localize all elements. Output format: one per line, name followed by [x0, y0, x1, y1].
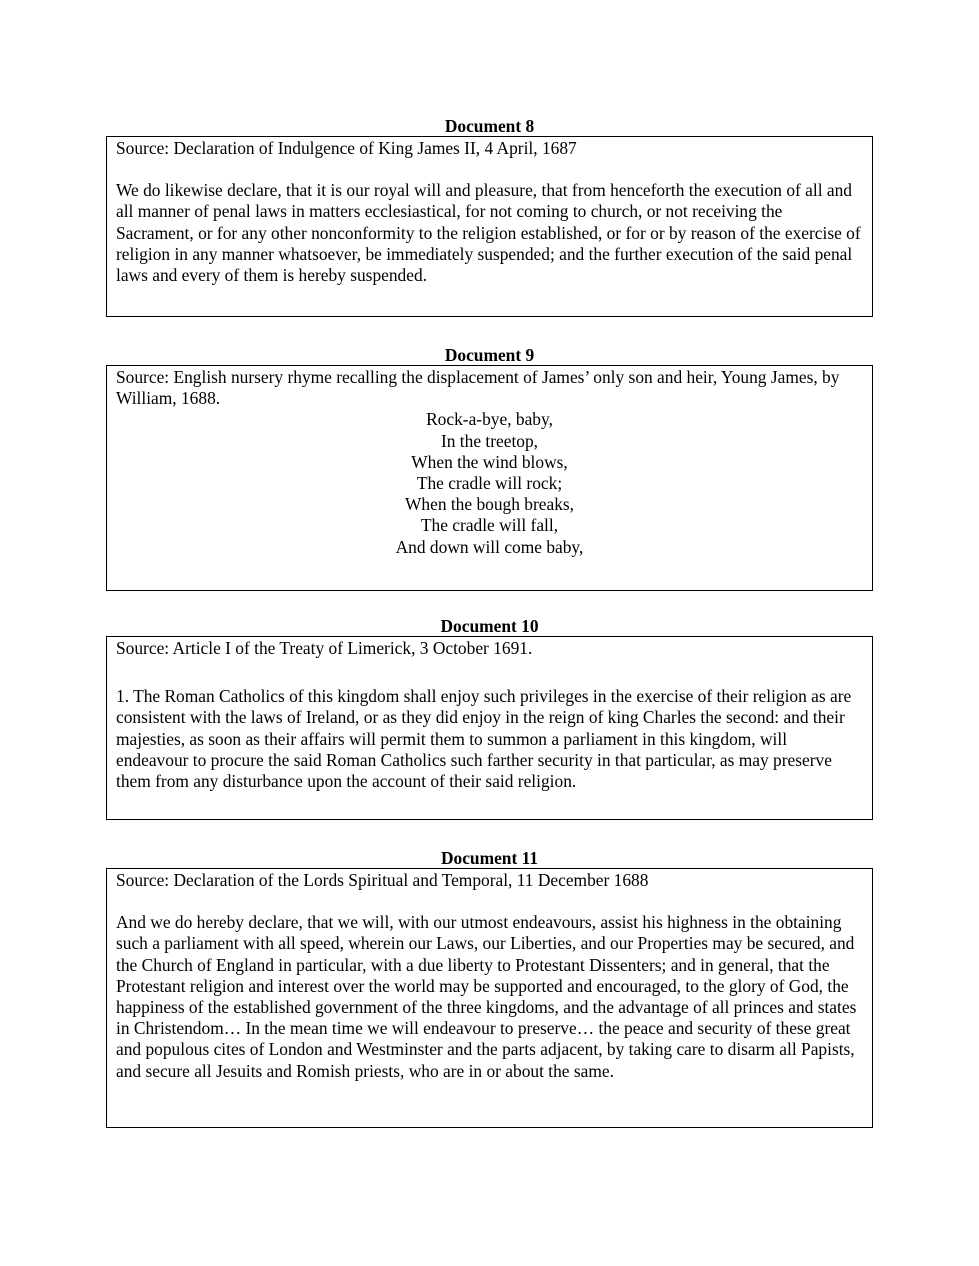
document-10 [106, 616, 873, 820]
document-box [106, 136, 873, 317]
poem-line: Rock-a-bye, baby, [426, 409, 553, 430]
poem-line: When the bough breaks, [404, 494, 575, 515]
poem-line: And down will come baby, [395, 536, 584, 557]
poem-line: The cradle will rock; [416, 473, 563, 494]
document-source: Source: English nursery rhyme recalling the displacement of James’ only son and heir, Young James, by William, 1688. [116, 367, 840, 409]
document-box [106, 636, 873, 820]
poem-line: In the treetop, [440, 430, 539, 451]
document-title: Document 10 [440, 616, 539, 636]
document-source: Source: Declaration of the Lords Spiritual and Temporal, 11 December 1688 [116, 870, 649, 890]
document-body: We do likewise declare, that it is our royal will and pleasure, that from henceforth the execution of all and all manner of penal laws in matters ecclesiastical, for not coming to church, or not receiving the Sacrament, or for any other nonconformity to the religion established, or for or by reason of the exercise of religion in any manner whatsoever, be immediately suspended; and the further execution of the said penal laws and every of them is hereby suspended. [116, 180, 861, 286]
document-body: And we do hereby declare, that we will, with our utmost endeavours, assist his highness in the obtaining such a parliament with all speed, wherein our Laws, our Liberties, and our Properties may be secured, and the Church of England in particular, with a due liberty to Protestant Dissenters; and in general, that the Protestant religion and interest over the world may be supported and encouraged, to the glory of God, the happiness of the established government of the three kingdoms, and the advantage of all princes and states in Christendom… In the mean time we will endeavour to preserve… the peace and security of these great and populous cites of London and Westminster and the parts adjacent, by taking care to disarm all Papists, and secure all Jesuits and Romish priests, who are in or about the same. [116, 912, 857, 1081]
document-source: Source: Article I of the Treaty of Limerick, 3 October 1691. [116, 638, 533, 658]
document-11 [106, 848, 873, 1128]
nursery-rhyme [116, 409, 863, 557]
document-box [106, 868, 873, 1128]
document-title: Document 8 [444, 116, 535, 136]
document-9 [106, 345, 873, 591]
poem-line: When the wind blows, [411, 451, 568, 472]
document-8 [106, 116, 873, 317]
document-source: Source: Declaration of Indulgence of King James II, 4 April, 1687 [116, 138, 577, 158]
document-box [106, 365, 873, 591]
document-title: Document 11 [440, 848, 539, 868]
poem-line: The cradle will fall, [420, 515, 559, 536]
document-title: Document 9 [444, 345, 535, 365]
document-body: 1. The Roman Catholics of this kingdom shall enjoy such privileges in the exercise of their religion as are consistent with the laws of Ireland, or as they did enjoy in the reign of king Charles the second: and their majesties, as soon as their affairs will permit them to summon a parliament in this kingdom, will endeavour to procure the said Roman Catholics such farther security in that particular, as may preserve them from any disturbance upon the account of their said religion. [116, 686, 852, 792]
